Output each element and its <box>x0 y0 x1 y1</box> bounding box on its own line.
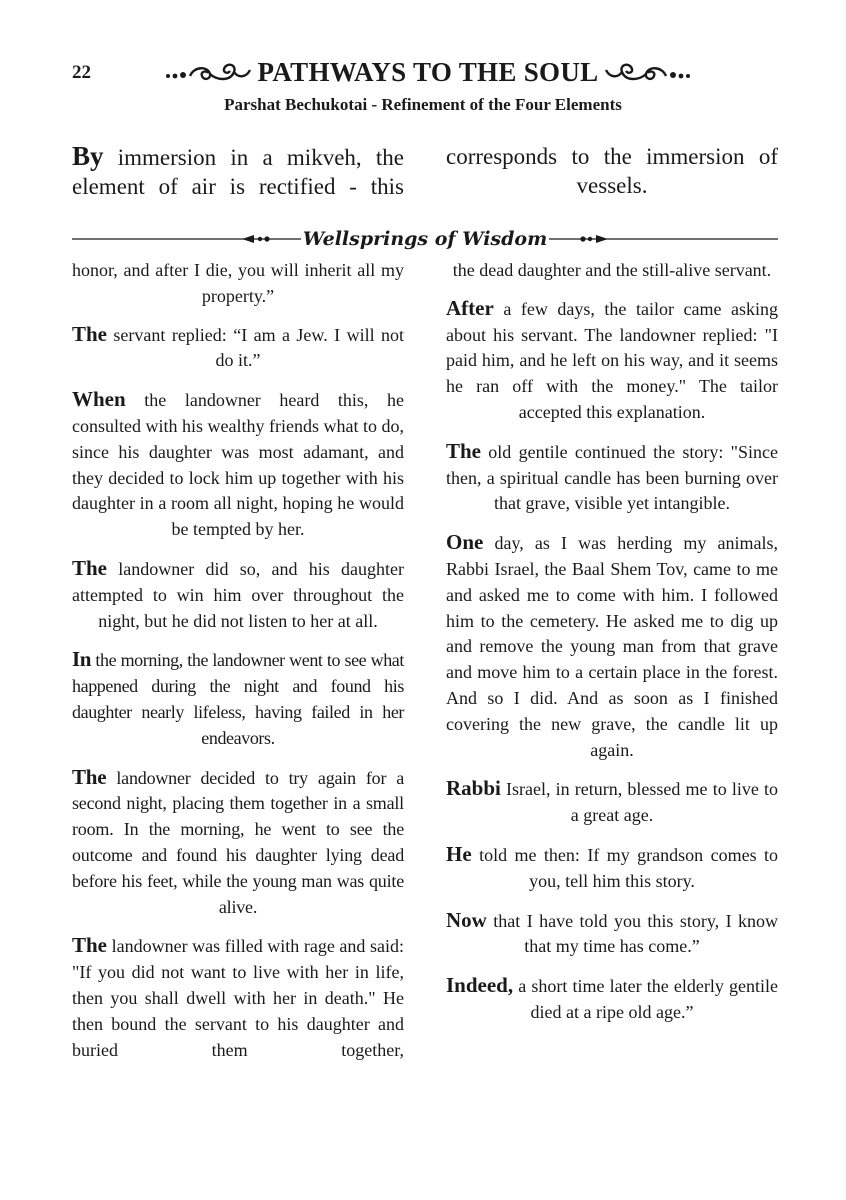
chapter-subtitle: Parshat Bechukotai - Refinement of the Four Elements <box>224 95 622 114</box>
paragraph-lead: The <box>72 555 108 580</box>
section-title <box>72 226 778 252</box>
section-divider <box>72 226 778 252</box>
paragraph-text: servant replied: “I am a Jew. I will not do it.” <box>107 324 404 371</box>
paragraph-text: landowner decided to try again for a second night, placing them together in a small room. In the morning, he went to see the outcome and found his daughter lying dead before his feet, while the young man was quite alive. <box>72 767 404 917</box>
paragraph-text: landowner was filled with rage and said: "If you did not want to live with her in life, then you shall dwell with her in death." He then bound the servant to his daughter and buried them together, <box>72 936 404 1060</box>
paragraph-text: the landowner heard this, he consulted with his wealthy friends what to do, since his daughter was most adamant, and they decided to lock him up together with his daughter in a room all night, hoping he would be tempted by her. <box>72 390 404 540</box>
paragraph <box>72 322 404 375</box>
paragraph-lead: Rabbi <box>446 776 501 801</box>
title-banner <box>133 52 723 92</box>
paragraph-lead: Now <box>446 907 487 932</box>
paragraph <box>446 842 778 895</box>
page-number: 22 <box>72 62 91 83</box>
paragraph-text: day, as I was herding my animals, Rabbi Israel, the Baal Shem Tov, came to me and asked me to come with him. I followed him to the cemetery. He asked me to dig up and remove the young man from that grave and move him to a certain place in the forest. And so I did. And as soon as I finished covering the new grave, the candle lit up again. <box>446 533 778 760</box>
paragraph-lead: Indeed, <box>446 973 514 998</box>
paragraph <box>72 765 404 921</box>
paragraph <box>446 973 778 1026</box>
paragraph <box>446 439 778 517</box>
paragraph-lead: One <box>446 530 484 555</box>
paragraph-text: the dead daughter and the still-alive servant. <box>452 260 772 280</box>
book-title: PATHWAYS TO THE SOUL <box>257 56 599 87</box>
paragraph-text: that I have told you this story, I know that my time has come.” <box>486 910 778 957</box>
section-title-text: Wellsprings of Wisdom <box>302 228 548 250</box>
paragraph-text: told me then: If my grandson comes to you, tell him this story. <box>471 844 778 891</box>
paragraph-lead: The <box>446 438 482 463</box>
paragraph <box>72 556 404 634</box>
right-column <box>446 257 778 1039</box>
paragraph-text: a few days, the tailor came asking about his servant. The landowner replied: "I paid him, and he left on his way, and it seems he ran off with the money." The tailor accepted this explanation. <box>446 298 778 422</box>
intro-lead-word: By <box>72 141 104 171</box>
left-ornament-icon <box>164 60 252 84</box>
paragraph-lead: After <box>446 295 494 320</box>
paragraph <box>72 257 404 310</box>
paragraph <box>72 387 404 543</box>
paragraph <box>446 257 778 284</box>
left-column <box>72 257 404 1076</box>
paragraph-text: Israel, in return, blessed me to live to a great age. <box>500 779 778 826</box>
paragraph-lead: When <box>72 387 126 412</box>
paragraph <box>72 933 404 1063</box>
paragraph <box>446 296 778 426</box>
paragraph-lead: The <box>72 764 107 789</box>
right-ornament-icon <box>604 60 692 84</box>
paragraph-lead: He <box>446 841 472 866</box>
paragraph-text: old gentile continued the story: "Since then, a spiritual candle has been burning over that grave, visible yet intangible. <box>446 441 778 514</box>
paragraph <box>446 908 778 961</box>
paragraph-lead: The <box>72 321 108 346</box>
paragraph-text: honor, and after I die, you will inherit all my property.” <box>72 260 404 306</box>
intro-text: immersion in a mikveh, the element of air is rectified - this corresponds to the immersion of vessels. <box>72 144 778 199</box>
paragraph-text: a short time later the elderly gentile died at a ripe old age.” <box>513 976 778 1022</box>
paragraph <box>446 530 778 763</box>
paragraph-lead: The <box>72 933 108 958</box>
paragraph-text: landowner did so, and his daughter attempted to win him over throughout the night, but he did not listen to her at all. <box>72 558 404 631</box>
intro-paragraph <box>72 142 778 201</box>
paragraph <box>72 647 404 751</box>
paragraph-text: the morning, the landowner went to see what happened during the night and found his daughter nearly lifeless, having failed in her endeavors. <box>72 650 404 748</box>
page-header <box>0 52 846 92</box>
paragraph <box>446 776 778 829</box>
paragraph-lead: In <box>72 647 92 672</box>
